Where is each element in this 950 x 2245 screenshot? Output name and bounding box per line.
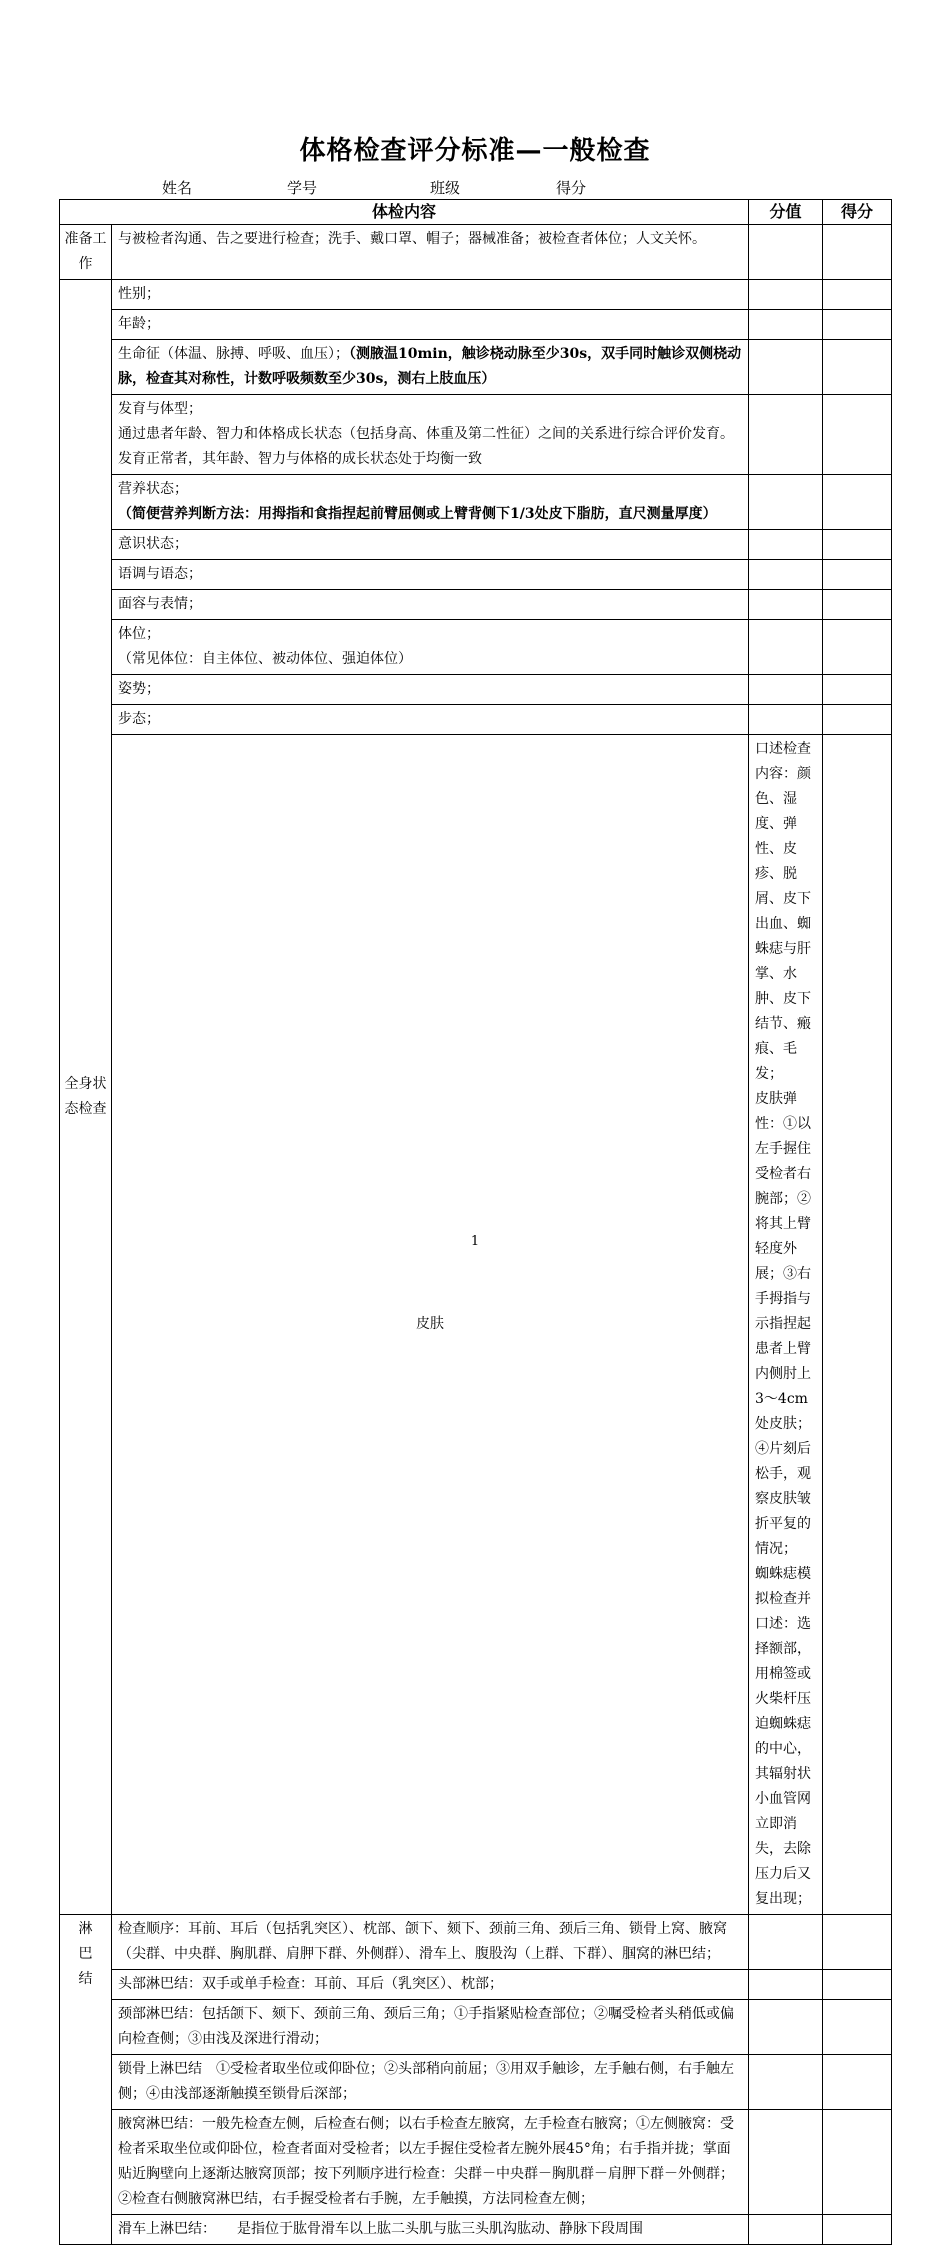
score-cell	[823, 620, 892, 675]
nutrition-label: 营养状态；	[118, 481, 188, 497]
points-cell	[749, 560, 823, 590]
page-title: 体格检查评分标准—一般检查	[299, 136, 651, 166]
student-id-field-label: 学号	[287, 179, 318, 197]
general-vitals	[112, 340, 749, 395]
vitals-method: （测腋温10min，触诊桡动脉至少30s，双手同时触诊双侧桡动脉，检查其对称性，计数呼吸频数至少30s，测右上肢血压）	[118, 346, 742, 387]
general-development	[112, 395, 749, 475]
lymph-axillary: 腋窝淋巴结：一般先检查左侧，后检查右侧；以右手检查左腋窝，左手检查右腋窝；①左侧腋窝：受检者采取坐位或仰卧位，检查者面对受检者；以左手握住受检者左腕外展45°角；右手指并拢；掌面贴近胸壁向上逐渐达腋窝顶部；按下列顺序进行检查：尖群－中央群－胸肌群－肩胛下群－外侧群；②检查右侧腋窝淋巴结，右手握受检者右手腕，左手触摸，方法同检查左侧；	[112, 2110, 749, 2215]
skin-content	[749, 735, 823, 1915]
content-header: 体检内容	[60, 200, 749, 225]
skin-line-1: 口述检查内容：颜色、湿度、弹性、皮疹、脱屑、皮下出血、蜘蛛痣与肝掌、水肿、皮下结节、瘢痕、毛发；	[755, 741, 812, 1082]
points-cell	[749, 225, 823, 280]
points-cell	[749, 2000, 823, 2055]
points-header: 分值	[749, 200, 823, 225]
points-cell	[749, 675, 823, 705]
points-cell	[749, 590, 823, 620]
table-row	[60, 2055, 892, 2110]
points-cell	[749, 1970, 823, 2000]
points-cell	[749, 280, 823, 310]
points-cell	[749, 530, 823, 560]
header-fields	[0, 177, 950, 197]
score-cell	[823, 1970, 892, 2000]
table-row	[60, 1970, 892, 2000]
table-row	[60, 1915, 892, 1970]
table-row	[60, 280, 892, 310]
general-age: 年龄；	[112, 310, 749, 340]
points-cell	[823, 735, 892, 1915]
page-number: 1	[470, 1234, 480, 1249]
table-row	[60, 2215, 892, 2245]
section-label-prep: 准备工作	[60, 225, 112, 280]
lymph-epitrochlear: 滑车上淋巴结： 是指位于肱骨滑车以上肱二头肌与肱三头肌沟肱动、静脉下段周围	[112, 2215, 749, 2245]
general-gait: 步态；	[112, 705, 749, 735]
section-label-general: 全身状态检查	[60, 280, 112, 1915]
table-row	[60, 475, 892, 530]
lymph-supraclavicular: 锁骨上淋巴结 ①受检者取坐位或仰卧位；②头部稍向前屈；③用双手触诊，左手触右侧，右手触左侧；④由浅部逐渐触摸至锁骨后深部；	[112, 2055, 749, 2110]
table-row	[60, 395, 892, 475]
score-cell	[823, 590, 892, 620]
development-detail: 通过患者年龄、智力和体格成长状态（包括身高、体重及第二性征）之间的关系进行综合评价发育。发育正常者，其年龄、智力与体格的成长状态处于均衡一致	[118, 426, 734, 467]
score-field-label: 得分	[556, 179, 587, 197]
score-cell	[823, 2110, 892, 2215]
score-cell	[823, 2215, 892, 2245]
lymph-label: 淋巴结	[78, 1921, 93, 1987]
table-row	[60, 2110, 892, 2215]
table-row	[60, 590, 892, 620]
general-posture: 姿势；	[112, 675, 749, 705]
score-cell	[823, 475, 892, 530]
general-speech: 语调与语态；	[112, 560, 749, 590]
score-cell	[823, 530, 892, 560]
scoring-table	[59, 199, 892, 2245]
prep-text: 与被检者沟通、告之要进行检查；洗手、戴口罩、帽子；器械准备；被检查者体位；人文关怀。	[112, 225, 749, 280]
points-cell	[749, 705, 823, 735]
points-cell	[749, 2215, 823, 2245]
lymph-neck: 颈部淋巴结：包括颌下、颏下、颈前三角、颈后三角；①手指紧贴检查部位；②嘱受检者头稍低或偏向检查侧；③由浅及深进行滑动；	[112, 2000, 749, 2055]
table-header-row	[60, 200, 892, 225]
score-cell	[823, 2055, 892, 2110]
table-row	[60, 735, 892, 1915]
general-nutrition	[112, 475, 749, 530]
lymph-head: 头部淋巴结：双手或单手检查：耳前、耳后（乳突区）、枕部；	[112, 1970, 749, 2000]
table-row	[60, 310, 892, 340]
table-row	[60, 530, 892, 560]
points-cell	[749, 620, 823, 675]
nutrition-method: （简便营养判断方法：用拇指和食指捏起前臂屈侧或上臂背侧下1/3处皮下脂肪，直尺测量厚度）	[118, 506, 717, 522]
table-row	[60, 225, 892, 280]
section-label-skin: 皮肤	[112, 735, 749, 1915]
table-row	[60, 675, 892, 705]
points-cell	[749, 475, 823, 530]
table-row	[60, 705, 892, 735]
score-cell	[823, 1915, 892, 1970]
vitals-label: 生命征（体温、脉搏、呼吸、血压）；	[118, 346, 349, 362]
skin-line-2: 皮肤弹性：①以左手握住受检者右腕部；②将其上臂轻度外展；③右手拇指与示指捏起患者上臂内侧肘上3～4cm处皮肤；④片刻后松手，观察皮肤皱折平复的情况；	[755, 1091, 812, 1557]
score-cell	[823, 395, 892, 475]
points-cell	[749, 395, 823, 475]
score-cell	[823, 280, 892, 310]
score-cell	[823, 2000, 892, 2055]
score-cell	[823, 225, 892, 280]
general-position	[112, 620, 749, 675]
section-label-lymph	[60, 1915, 112, 2245]
table-row	[60, 560, 892, 590]
score-cell	[823, 310, 892, 340]
score-cell	[823, 675, 892, 705]
score-cell	[823, 340, 892, 395]
general-face: 面容与表情；	[112, 590, 749, 620]
lymph-order: 检查顺序：耳前、耳后（包括乳突区）、枕部、颌下、颏下、颈前三角、颈后三角、锁骨上窝、腋窝（尖群、中央群、胸肌群、肩胛下群、外侧群）、滑车上、腹股沟（上群、下群）、腘窝的淋巴结；	[112, 1915, 749, 1970]
position-label: 体位；	[118, 626, 160, 642]
points-cell	[749, 310, 823, 340]
class-field-label: 班级	[430, 179, 461, 197]
points-cell	[749, 2055, 823, 2110]
position-detail: （常见体位：自主体位、被动体位、强迫体位）	[118, 651, 412, 667]
name-field-label: 姓名	[162, 179, 193, 197]
table-row	[60, 340, 892, 395]
points-cell	[749, 1915, 823, 1970]
skin-line-3: 蜘蛛痣模拟检查并口述：选择额部，用棉签或火柴杆压迫蜘蛛痣的中心，其辐射状小血管网立即消失，去除压力后又复出现；	[755, 1566, 812, 1907]
points-cell	[749, 2110, 823, 2215]
general-sex: 性别；	[112, 280, 749, 310]
general-consciousness: 意识状态；	[112, 530, 749, 560]
points-cell	[749, 340, 823, 395]
score-header: 得分	[823, 200, 892, 225]
table-row	[60, 2000, 892, 2055]
development-label: 发育与体型；	[118, 401, 202, 417]
score-cell	[823, 705, 892, 735]
score-cell	[823, 560, 892, 590]
table-row	[60, 620, 892, 675]
